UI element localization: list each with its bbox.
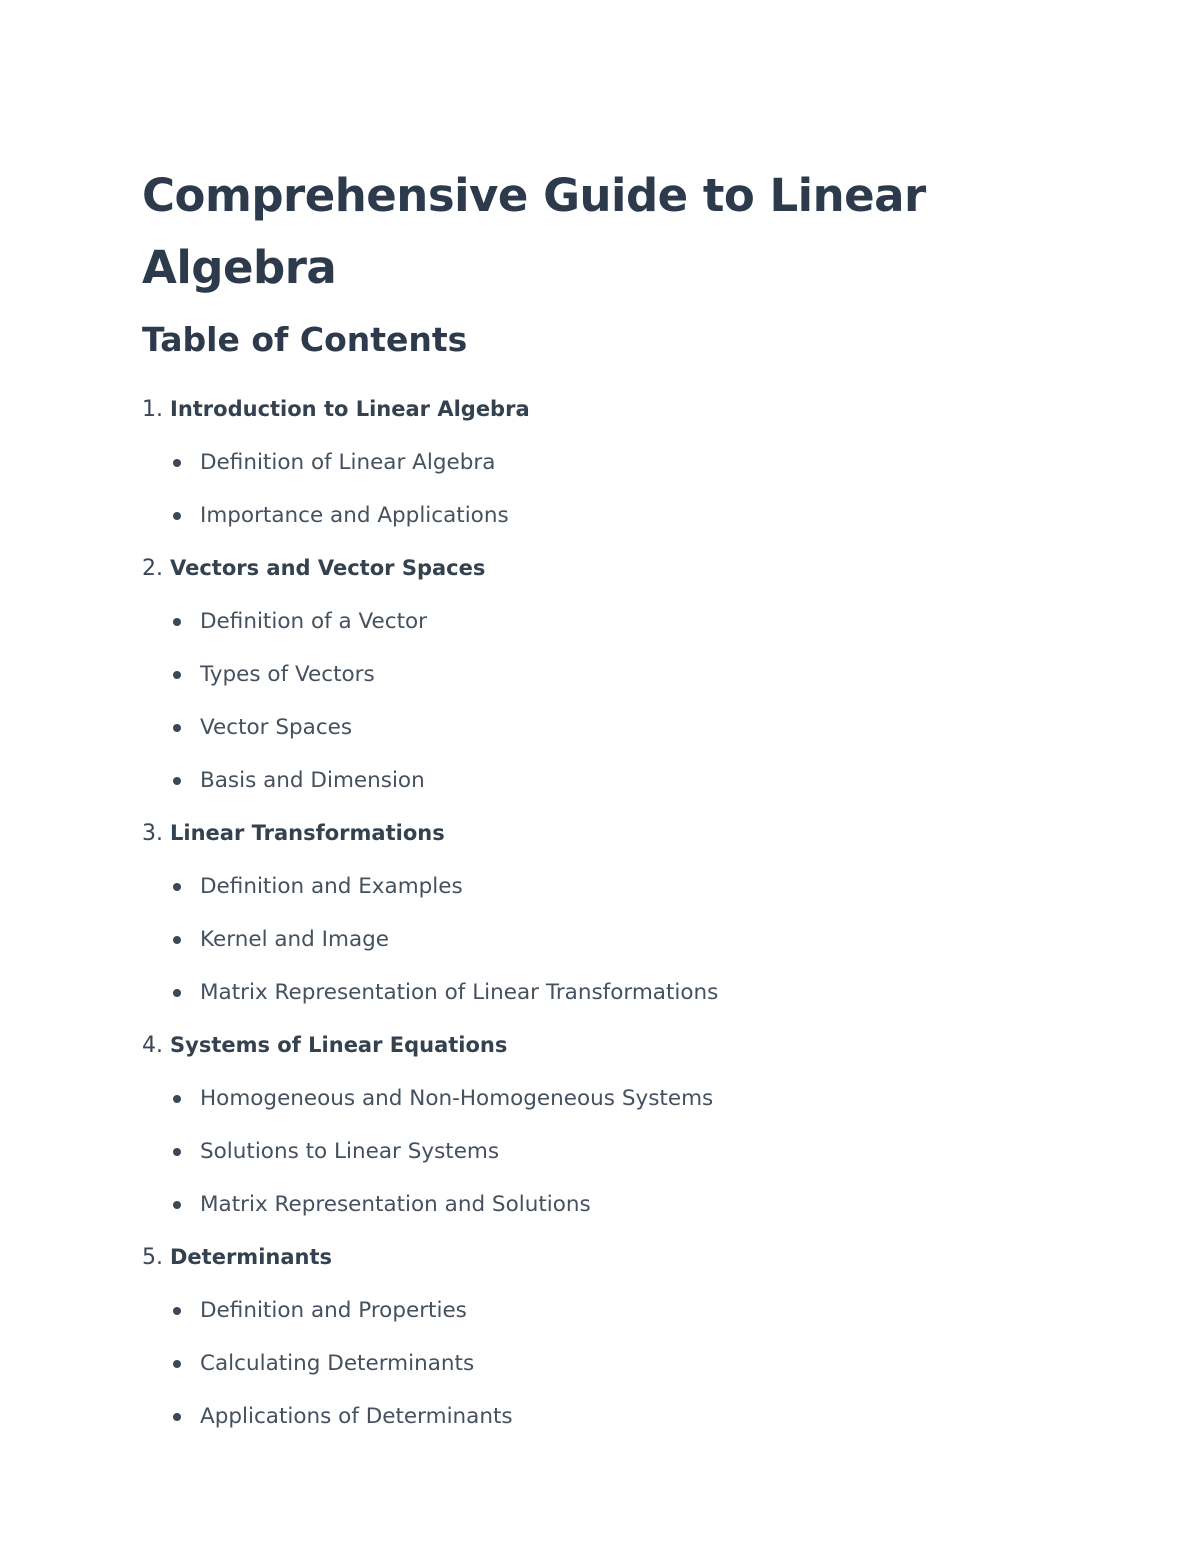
toc-section-heading bbox=[142, 807, 1102, 860]
bullet-icon bbox=[173, 459, 181, 467]
bullet-icon bbox=[173, 883, 181, 891]
toc-subsection-list bbox=[142, 1072, 1102, 1231]
bullet-icon bbox=[173, 1148, 181, 1156]
toc-subsection-item bbox=[142, 1284, 1102, 1337]
toc-subsection-label: Homogeneous and Non-Homogeneous Systems bbox=[200, 1086, 714, 1111]
bullet-icon bbox=[173, 777, 181, 785]
toc-subsection-item bbox=[142, 966, 1102, 1019]
toc-heading: Table of Contents bbox=[142, 320, 468, 359]
section-number: 4. bbox=[142, 1033, 163, 1058]
toc-subsection-item bbox=[142, 701, 1102, 754]
toc-section-heading bbox=[142, 1019, 1102, 1072]
bullet-icon bbox=[173, 989, 181, 997]
toc-subsection-item bbox=[142, 913, 1102, 966]
section-number: 2. bbox=[142, 556, 163, 581]
toc-section-heading bbox=[142, 542, 1102, 595]
toc-subsection-list bbox=[142, 1284, 1102, 1443]
toc-section-heading bbox=[142, 383, 1102, 436]
toc-subsection-item bbox=[142, 1390, 1102, 1443]
section-title: Vectors and Vector Spaces bbox=[170, 556, 486, 580]
toc-subsection-label: Definition of a Vector bbox=[200, 609, 428, 634]
toc-subsection-list bbox=[142, 436, 1102, 542]
toc-subsection-item bbox=[142, 436, 1102, 489]
toc-subsection-item bbox=[142, 1125, 1102, 1178]
toc-subsection-item bbox=[142, 754, 1102, 807]
toc-subsection-label: Matrix Representation and Solutions bbox=[200, 1192, 591, 1217]
toc-subsection-label: Solutions to Linear Systems bbox=[200, 1139, 500, 1164]
toc-subsection-item bbox=[142, 595, 1102, 648]
bullet-icon bbox=[173, 618, 181, 626]
section-title: Introduction to Linear Algebra bbox=[170, 397, 530, 421]
bullet-icon bbox=[173, 1201, 181, 1209]
toc-section bbox=[142, 1231, 1102, 1443]
toc-section-heading bbox=[142, 1231, 1102, 1284]
toc-subsection-label: Vector Spaces bbox=[200, 715, 353, 740]
bullet-icon bbox=[173, 671, 181, 679]
bullet-icon bbox=[173, 1307, 181, 1315]
section-number: 5. bbox=[142, 1245, 163, 1270]
toc-subsection-item bbox=[142, 860, 1102, 913]
section-title: Determinants bbox=[170, 1245, 333, 1269]
section-title: Systems of Linear Equations bbox=[170, 1033, 508, 1057]
toc-subsection-item bbox=[142, 648, 1102, 701]
toc-section bbox=[142, 807, 1102, 1019]
toc-subsection-label: Types of Vectors bbox=[200, 662, 375, 687]
section-title: Linear Transformations bbox=[170, 821, 445, 845]
toc-subsection-label: Matrix Representation of Linear Transformations bbox=[200, 980, 719, 1005]
bullet-icon bbox=[173, 936, 181, 944]
table-of-contents bbox=[142, 383, 1102, 1443]
document-title: Comprehensive Guide to Linear Algebra bbox=[142, 169, 926, 294]
toc-subsection-label: Basis and Dimension bbox=[200, 768, 425, 793]
toc-section bbox=[142, 542, 1102, 807]
toc-subsection-item bbox=[142, 1337, 1102, 1390]
toc-subsection-item bbox=[142, 1178, 1102, 1231]
toc-subsection-label: Calculating Determinants bbox=[200, 1351, 475, 1376]
toc-subsection-item bbox=[142, 489, 1102, 542]
section-number: 1. bbox=[142, 397, 163, 422]
bullet-icon bbox=[173, 512, 181, 520]
bullet-icon bbox=[173, 1413, 181, 1421]
toc-subsection-label: Definition and Properties bbox=[200, 1298, 467, 1323]
bullet-icon bbox=[173, 1095, 181, 1103]
toc-subsection-list bbox=[142, 595, 1102, 807]
toc-subsection-label: Kernel and Image bbox=[200, 927, 389, 952]
toc-subsection-label: Importance and Applications bbox=[200, 503, 509, 528]
bullet-icon bbox=[173, 1360, 181, 1368]
toc-subsection-item bbox=[142, 1072, 1102, 1125]
toc-subsection-label: Definition of Linear Algebra bbox=[200, 450, 496, 475]
bullet-icon bbox=[173, 724, 181, 732]
toc-subsection-label: Applications of Determinants bbox=[200, 1404, 513, 1429]
section-number: 3. bbox=[142, 821, 163, 846]
toc-subsection-list bbox=[142, 860, 1102, 1019]
toc-section bbox=[142, 383, 1102, 542]
document-page bbox=[142, 160, 1102, 1443]
toc-section bbox=[142, 1019, 1102, 1231]
toc-subsection-label: Definition and Examples bbox=[200, 874, 463, 899]
